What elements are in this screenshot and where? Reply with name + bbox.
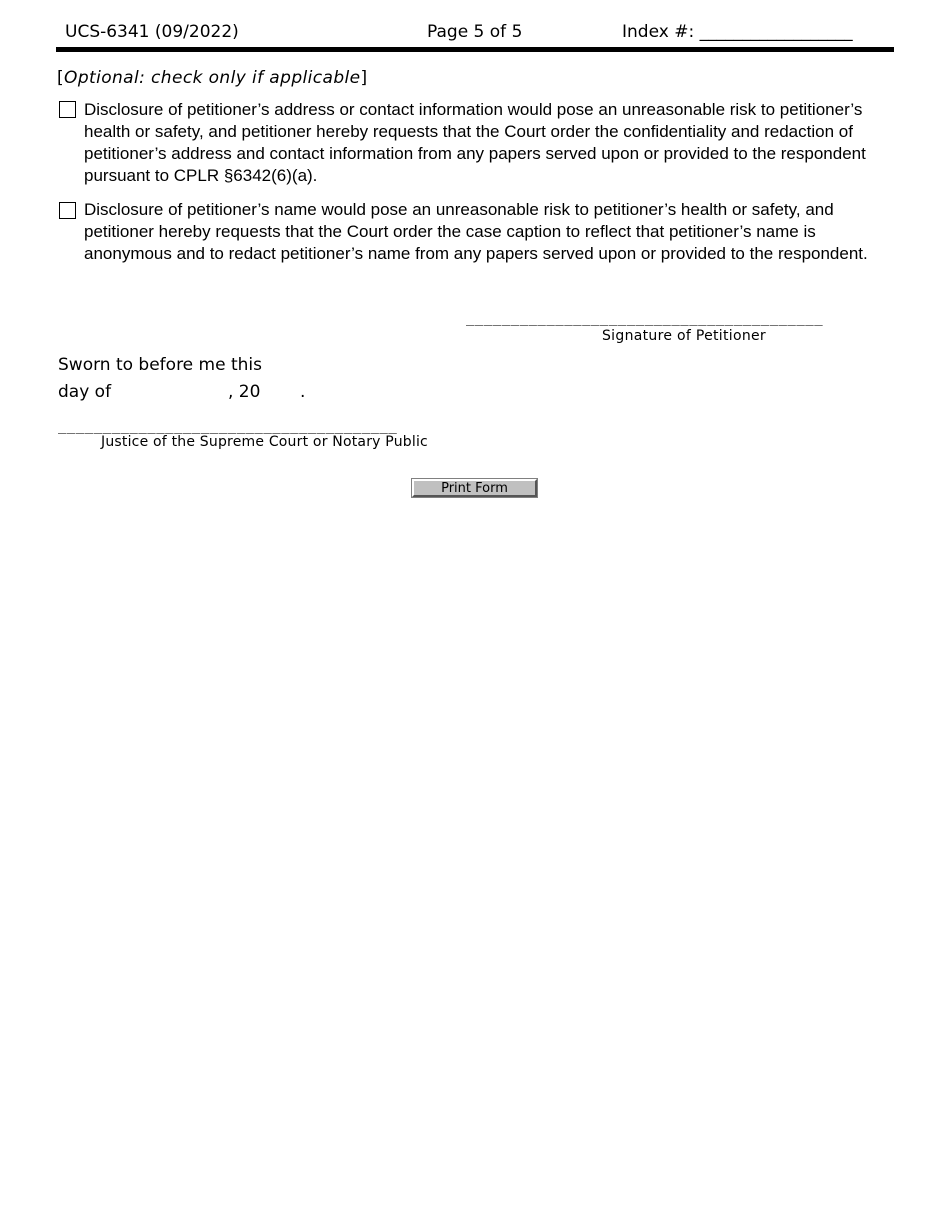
index-number-field[interactable]: Index #: __________________	[622, 22, 853, 42]
sworn-statement-period: .	[300, 382, 306, 402]
address-confidentiality-text: Disclosure of petitioner’s address or contact information would pose an unreasonable risk to petitioner’s health or safety, and petitioner hereby requests that the Court order the confidentiality and redaction of petitioner’s address and contact information from any papers served upon or provided to the respondent pursuant to CPLR §6342(6)(a).	[84, 100, 866, 185]
address-confidentiality-checkbox[interactable]	[59, 101, 76, 118]
optional-note	[57, 68, 368, 88]
optional-note-close-bracket: ]	[360, 68, 368, 88]
page-header	[56, 20, 894, 46]
name-anonymity-checkbox[interactable]	[59, 202, 76, 219]
header-rule	[56, 47, 894, 52]
optional-note-text: Optional: check only if applicable	[64, 68, 361, 88]
sworn-statement-day-of: day of	[58, 382, 112, 402]
petitioner-signature-line[interactable]: ________________________________________	[466, 310, 824, 326]
name-anonymity-text: Disclosure of petitioner’s name would pose an unreasonable risk to petitioner’s health or safety, and petitioner hereby requests that the Court order the case caption to reflect that petitioner’s name is anonymous and to redact petitioner’s name from any papers served upon or provided to the respondent.	[84, 200, 868, 263]
notary-signature-label: Justice of the Supreme Court or Notary Public	[101, 434, 428, 450]
page-number: Page 5 of 5	[427, 22, 523, 42]
petitioner-signature-label: Signature of Petitioner	[602, 328, 766, 344]
notary-signature-line[interactable]: ______________________________________	[58, 418, 398, 434]
optional-note-open-bracket: [	[57, 68, 65, 88]
sworn-statement-year: , 20	[228, 382, 261, 402]
form-id: UCS-6341 (09/2022)	[65, 22, 239, 42]
sworn-statement-line1: Sworn to before me this	[58, 355, 262, 375]
print-form-button[interactable]: Print Form	[412, 479, 537, 497]
